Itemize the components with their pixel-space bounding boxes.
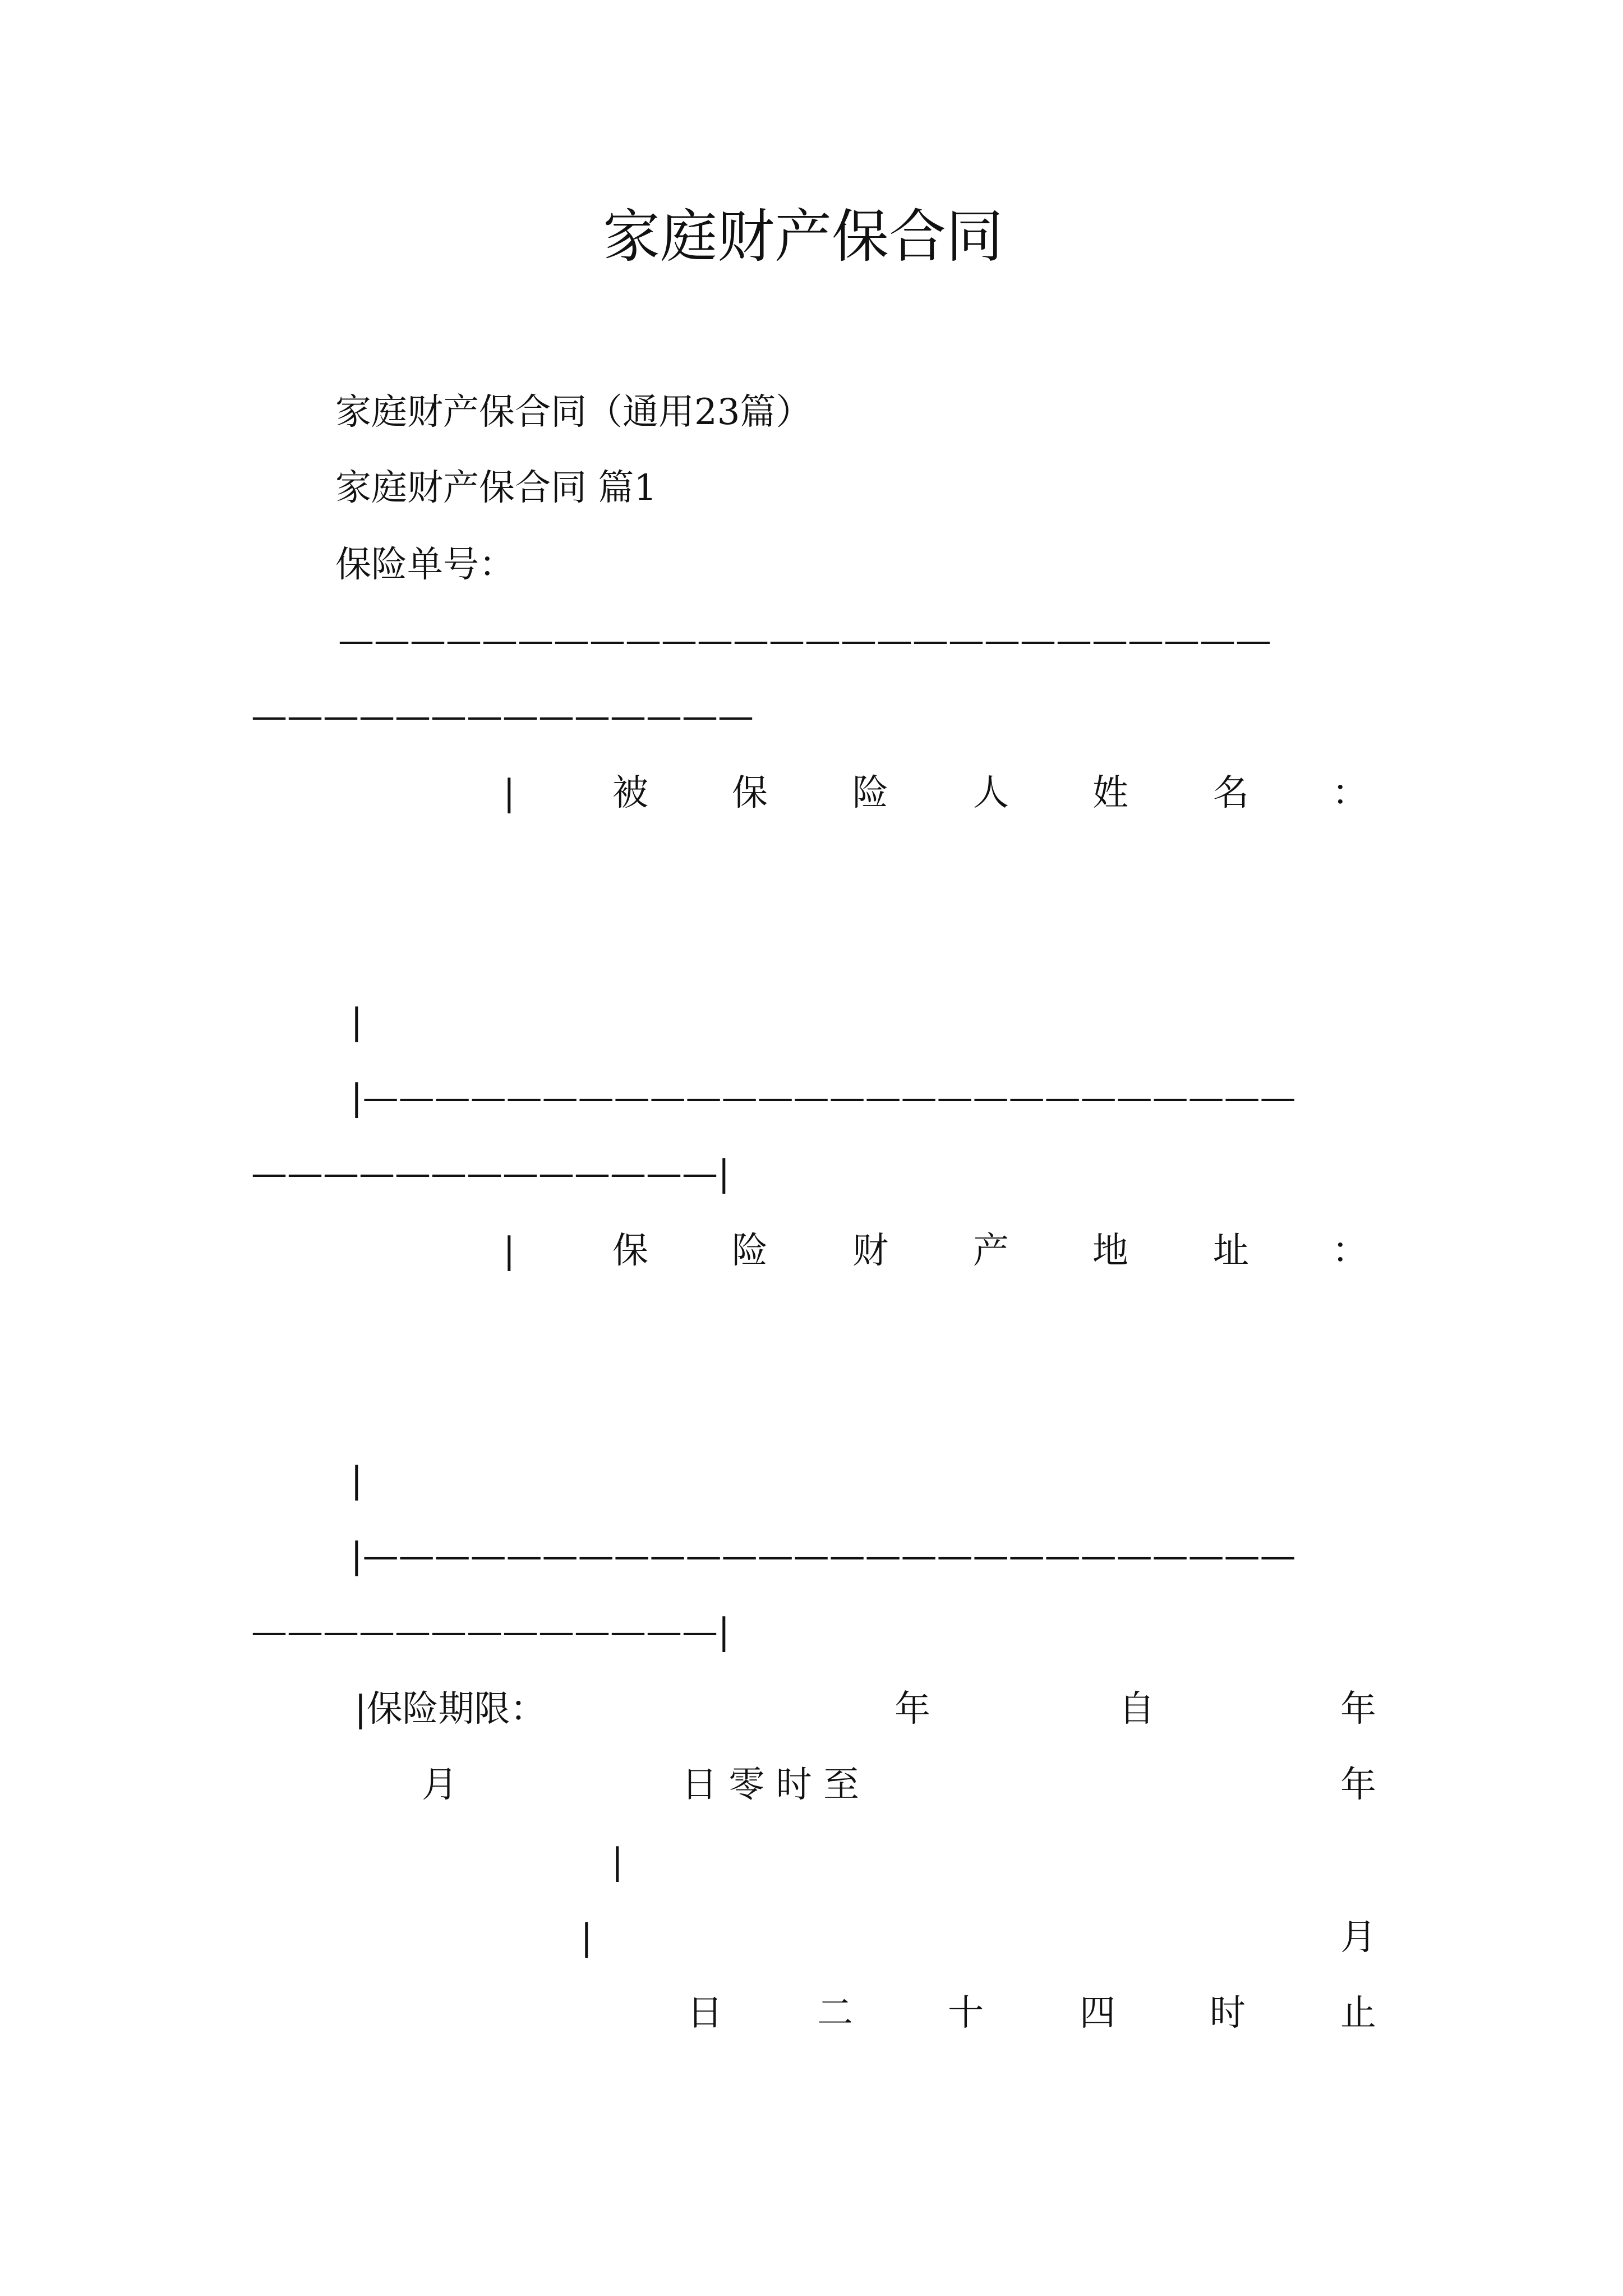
period-bar-2: |	[580, 1917, 593, 1958]
period-end-char: 二	[817, 1993, 853, 2034]
insured-name-char: 姓	[1092, 772, 1128, 814]
insured-name-rule: |——————————————————————————	[351, 1077, 1296, 1119]
property-address-char: 产	[973, 1230, 1009, 1272]
period-end-char: 日	[687, 1993, 723, 2034]
period-year-3: 年	[1340, 1764, 1376, 1806]
property-address-char: 险	[732, 1230, 768, 1272]
property-address-char: 址	[1213, 1230, 1249, 1272]
period-end-char: 四	[1080, 1993, 1115, 2034]
property-address-char: 地	[1092, 1230, 1128, 1272]
period-end-char: 止	[1340, 1993, 1376, 2034]
insured-name-char: 名	[1213, 772, 1249, 814]
property-address-char: 财	[852, 1230, 888, 1272]
policy-number-rule: ——————————————————————————	[338, 620, 1271, 661]
section-heading: 家庭财产保合同 篇1	[335, 467, 657, 509]
insured-name-char: 被	[612, 772, 648, 814]
insurance-period-label: |保险期限：	[354, 1688, 546, 1730]
insured-name-rule-continued: —————————————|	[251, 1153, 730, 1194]
insured-name-char: 人	[973, 772, 1009, 814]
insured-name-colon: ：	[1332, 772, 1368, 814]
property-address-rule-continued: —————————————|	[251, 1611, 730, 1653]
period-bar-1: |	[611, 1841, 624, 1883]
insured-name-bar: |	[503, 772, 515, 814]
period-year-2: 年	[1340, 1688, 1376, 1730]
insured-name-field-bar: |	[351, 1001, 363, 1043]
property-address-char: 保	[612, 1230, 648, 1272]
period-year-1: 年	[895, 1688, 930, 1730]
period-month-1: 月	[422, 1764, 458, 1806]
policy-number-rule-continued: ——————————————	[251, 696, 754, 737]
property-address-field-bar: |	[351, 1460, 363, 1501]
document-subtitle: 家庭财产保合同（通用23篇）	[335, 392, 812, 433]
period-end-char: 时	[1210, 1993, 1246, 2034]
property-address-colon: ：	[1332, 1230, 1368, 1272]
insured-name-char: 险	[852, 772, 888, 814]
period-month-2: 月	[1340, 1917, 1376, 1958]
property-address-rule: |——————————————————————————	[351, 1535, 1296, 1577]
property-address-bar: |	[503, 1230, 515, 1272]
period-end-char: 十	[948, 1993, 984, 2034]
period-from: 自	[1119, 1688, 1155, 1730]
period-day-zero-hour-to: 日 零 时 至	[681, 1764, 860, 1806]
insured-name-char: 保	[732, 772, 768, 814]
document-title: 家庭财产保合同	[603, 204, 1003, 270]
policy-number-label: 保险单号：	[335, 544, 515, 586]
